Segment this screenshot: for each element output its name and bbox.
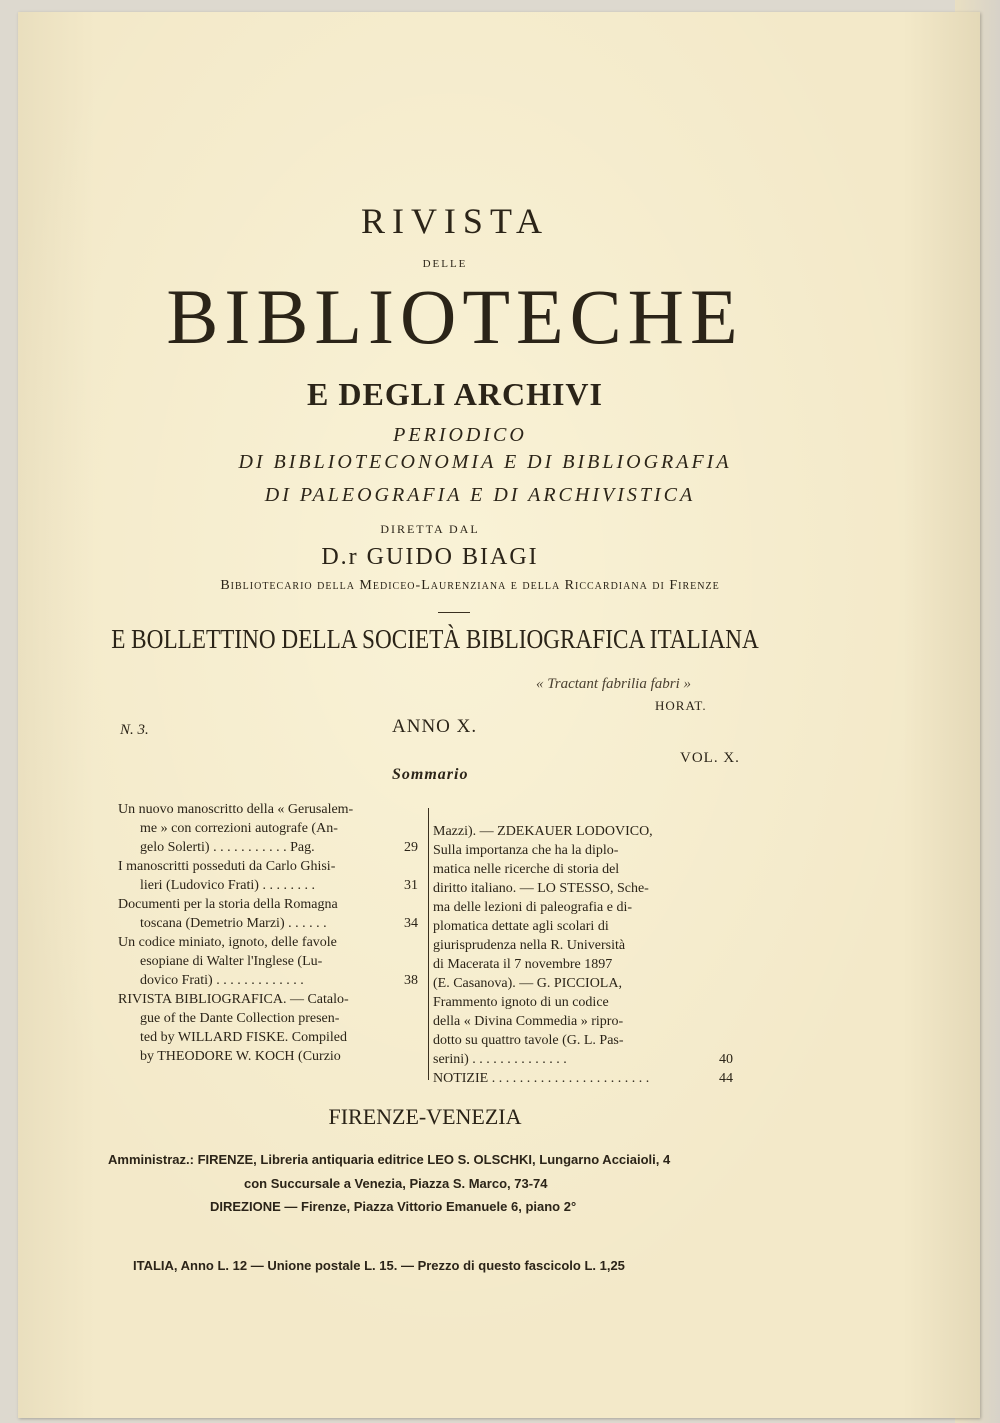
toc-line: Un codice miniato, ignoto, delle favole [118,935,337,950]
toc-line: lieri (Ludovico Frati) . . . . . . . . 31 [140,878,418,893]
branch-line: con Succursale a Venezia, Piazza S. Marco, 73-74 [244,1176,548,1191]
column-divider [428,808,429,1080]
toc-page-number: 38 [404,973,418,988]
admin-line: Amministraz.: FIRENZE, Libreria antiquaria editrice LEO S. OLSCHKI, Lungarno Acciaioli, 4 [108,1152,671,1167]
toc-entry [118,933,418,990]
toc-line: dovico Frati) . . . . . . . . . . . . . 38 [140,973,418,988]
direzione-line: DIREZIONE — Firenze, Piazza Vittorio Emanuele 6, piano 2° [210,1199,577,1214]
subject-line-1: DI BIBLIOTECONOMIA E DI BIBLIOGRAFIA [238,451,732,473]
toc-line: ted by WILLARD FISKE. Compiled [140,1030,348,1045]
toc-entry [433,822,733,1069]
toc-line: Un nuovo manoscritto della « Gerusalem- [118,802,354,817]
title-rivista: RIVISTA [360,201,550,241]
motto-author: HORAT. [655,698,707,713]
toc-line: Frammento ignoto di un codice [433,995,609,1010]
toc-line: diritto italiano. — LO STESSO, Sche- [433,881,649,896]
toc-line: della « Divina Commedia » ripro- [433,1014,624,1029]
toc-line: giurisprudenza nella R. Università [433,938,626,953]
toc-line: NOTIZIE . . . . . . . . . . . . . . . . . . . . . . . 44 [433,1071,733,1086]
sommario-heading: Sommario [392,766,469,783]
toc-line: matica nelle ricerche di storia del [433,862,620,877]
toc-entry [118,895,418,933]
toc-line: plomatica dettate agli scolari di [433,919,609,934]
toc-left-column [118,800,418,1066]
toc-line: gelo Solerti) . . . . . . . . . . . Pag. 29 [140,840,418,855]
toc-line: Mazzi). — ZDEKAUER LODOVICO, [433,824,653,839]
toc-right-column [433,822,733,1088]
subject-line-2: DI PALEOGRAFIA E DI ARCHIVISTICA [264,484,696,506]
toc-line: me » con correzioni autografe (An- [140,821,338,836]
toc-line: RIVISTA BIBLIOGRAFICA. — Catalo- [118,992,349,1007]
periodico-label: PERIODICO [393,424,527,446]
toc-page-number: 44 [719,1071,733,1086]
toc-line: di Macerata il 7 novembre 1897 [433,957,613,972]
publisher-city: FIRENZE-VENEZIA [328,1104,522,1129]
toc-page-number: 34 [404,916,418,931]
bollettino-title: E BOLLETTINO DELLA SOCIETÀ BIBLIOGRAFICA ITALIANA [111,624,759,654]
toc-line: toscana (Demetrio Marzi) . . . . . . 34 [140,916,418,931]
toc-line: ma delle lezioni di paleografia e di- [433,900,633,915]
motto-text: « Tractant fabrilia fabri » [536,676,692,692]
toc-line: by THEODORE W. KOCH (Curzio [140,1049,341,1064]
toc-line: serini) . . . . . . . . . . . . . . 40 [433,1052,733,1067]
toc-line: I manoscritti posseduti da Carlo Ghisi- [118,859,336,874]
toc-line: gue of the Dante Collection presen- [140,1011,340,1026]
issue-volume: VOL. X. [680,750,740,766]
toc-line: Documenti per la storia della Romagna [118,897,338,912]
issue-number: N. 3. [120,722,149,738]
price-line: ITALIA, Anno L. 12 — Unione postale L. 15. — Prezzo di questo fascicolo L. 1,25 [133,1258,625,1273]
toc-page-number: 40 [719,1052,733,1067]
issue-year: ANNO X. [392,716,478,737]
toc-entry [118,800,418,857]
toc-entry [118,857,418,895]
director-role: Bibliotecario della Medicео-Laurenziana e della Riccardiana di Firenze [220,578,720,593]
toc-page-number: 29 [404,840,418,855]
title-biblioteche: BIBLIOTECHE [166,273,744,360]
toc-page-number: 31 [404,878,418,893]
toc-line: dotto su quattro tavole (G. L. Pas- [433,1033,624,1048]
diretta-label: DIRETTA DAL [380,522,480,536]
toc-entry [118,990,418,1066]
title-delle: DELLE [422,258,468,270]
toc-line: (E. Casanova). — G. PICCIOLA, [433,976,622,991]
divider [438,612,470,613]
toc-line: esopiane di Walter l'Inglese (Lu- [140,954,323,969]
toc-line: Sulla importanza che ha la diplo- [433,843,619,858]
title-archivi: E DEGLI ARCHIVI [307,376,603,412]
director-name: D.r GUIDO BIAGI [321,544,539,570]
toc-entry [433,1069,733,1088]
